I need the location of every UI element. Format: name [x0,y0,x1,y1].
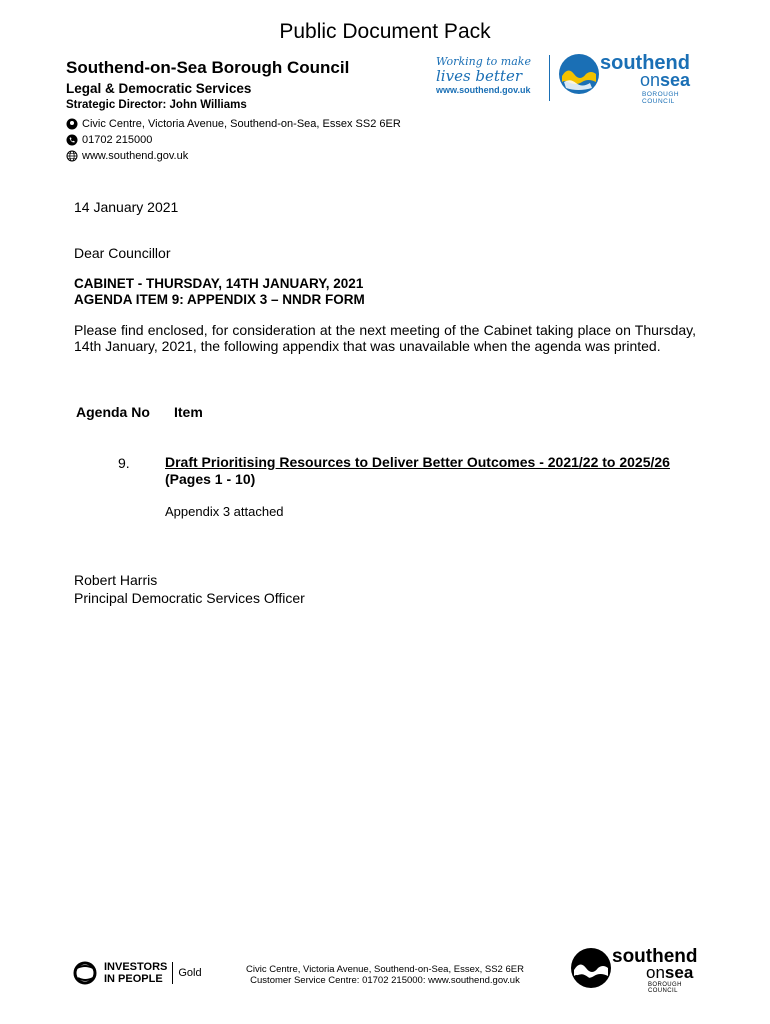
footer-logo-word-southend: southend [612,946,698,967]
phone-row [66,134,152,146]
greeting: Dear Councillor [74,245,171,261]
slogan-block [436,55,546,95]
investors-in-people-icon [72,960,100,986]
agenda-item-number: 9. [118,455,130,471]
agenda-item-pages: (Pages 1 - 10) [165,471,256,487]
southend-logo-mark-icon [558,52,600,96]
phone-icon [66,134,78,146]
signatory-name: Robert Harris [74,572,158,588]
intro-paragraph: Please find enclosed, for consideration at the next meeting of the Cabinet taking place on Thursday, 14th January, 2021, the following appendix that was unavailable when the agenda was printed. [74,322,696,354]
iip-text: INVESTORS IN PEOPLE [104,961,168,985]
logo-subtitle: BOROUGH COUNCIL [642,91,680,105]
iip-level: Gold [178,967,202,979]
strategic-director: Strategic Director: John Williams [66,99,247,111]
address-row [66,118,401,130]
slogan-url[interactable]: www.southend.gov.uk [436,85,531,95]
footer-address-line1: Civic Centre, Victoria Avenue, Southend-on-Sea, Essex, SS2 6ER [246,964,524,975]
org-name: Southend-on-Sea Borough Council [66,58,350,77]
letter-date: 14 January 2021 [74,199,179,215]
agenda-item-title-text[interactable]: Draft Prioritising Resources to Deliver Better Outcomes - 2021/22 to 2025/26 [165,454,670,470]
slogan-line1: Working to make [436,55,531,68]
iip-separator [172,962,173,984]
location-icon [66,118,78,130]
southend-logo [558,52,691,105]
address-text: Civic Centre, Victoria Avenue, Southend-on-Sea, Essex SS2 6ER [82,118,401,130]
agenda-item-note: Appendix 3 attached [165,504,284,519]
investors-in-people-badge [72,960,202,986]
footer-southend-logo [570,946,698,995]
subject-line1: CABINET - THURSDAY, 14TH JANUARY, 2021 [74,276,364,291]
globe-icon [66,150,78,162]
phone-text: 01702 215000 [82,134,153,146]
website-link[interactable]: www.southend.gov.uk [82,150,189,162]
footer-address [226,964,544,986]
department: Legal & Democratic Services [66,81,252,96]
agenda-no-header: Agenda No [76,404,150,420]
signatory-title: Principal Democratic Services Officer [74,590,305,606]
header-divider [549,55,550,101]
logo-word-onsea: onsea [640,70,691,90]
item-header: Item [174,404,203,420]
website-row [66,150,188,162]
footer-logo-subtitle: BOROUGH COUNCIL [648,982,682,994]
footer-logo-mark-icon [570,946,612,990]
logo-word-southend: southend [600,52,690,74]
subject-line2: AGENDA ITEM 9: APPENDIX 3 – NNDR FORM [74,292,365,307]
subject-heading [74,276,365,308]
slogan-line2: lives better [436,67,522,85]
pack-title: Public Document Pack [279,20,491,43]
footer-logo-word-onsea: onsea [646,963,694,982]
footer-address-line2: Customer Service Centre: 01702 215000: www.southend.gov.uk [250,975,520,986]
agenda-item-title[interactable] [165,454,675,488]
